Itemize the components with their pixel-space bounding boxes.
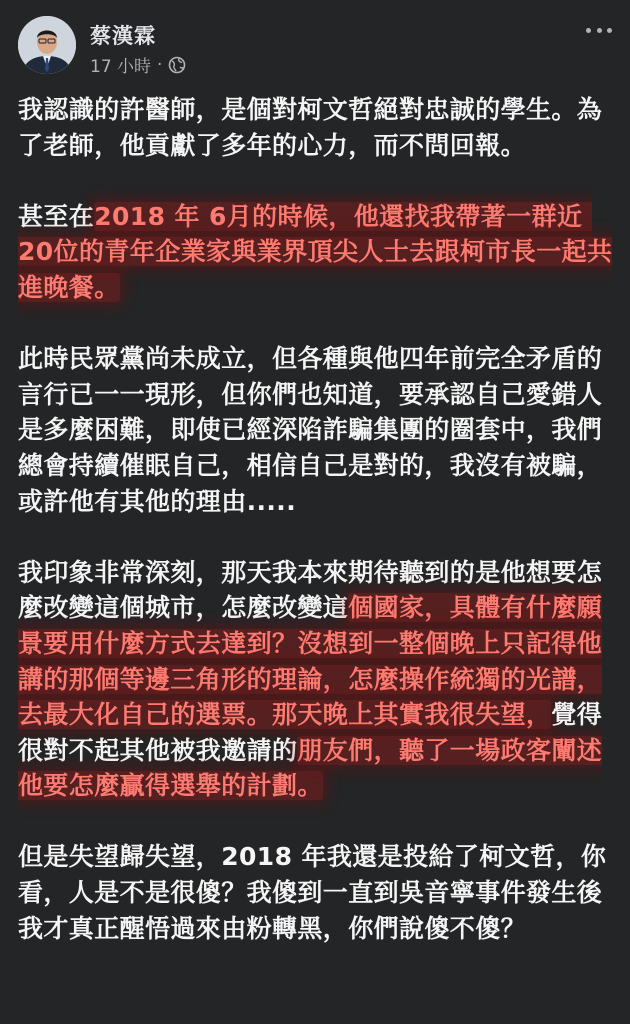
post-paragraph-1: 我認識的許醫師，是個對柯文哲絕對忠誠的學生。為了老師，他貢獻了多年的心力，而不問回報。 — [18, 95, 603, 160]
highlighted-text: 2018 年 6月的時候，他還找我帶著一群近 20位的青年企業家與業界頂尖人士去跟柯市長一起共進晚餐。 — [18, 201, 613, 302]
paragraph-4-plain: 覺得很對不起其他被我邀請的 — [18, 700, 603, 765]
post-paragraph-3: 此時民眾黨尚未成立，但各種與他四年前完全矛盾的言行已一一現形，但你們也知道，要承認自己愛錯人是多麼困難，即使已經深陷詐騙集團的圈套中，我們總會持續催眠自己，相信自己是對的，我沒有被騙，或許他有其他的理由..... — [18, 344, 603, 516]
highlighted-text: 朋友們，聽了一場政客闡述他要怎麼贏得選舉的計劃。 — [18, 735, 603, 801]
meta-separator: · — [157, 54, 163, 75]
author-name[interactable]: 蔡漢霖 — [90, 24, 156, 48]
post-paragraph-2 — [18, 199, 618, 306]
post-paragraph-4 — [18, 555, 618, 804]
post-header — [18, 14, 618, 80]
paragraph-2-text: 甚至在 — [18, 201, 95, 231]
post-time[interactable]: 17 小時 — [90, 57, 152, 77]
highlighted-text: 個國家，具體有什麼願景要用什麼方式去達到？沒想到一整個晚上只記得他講的那個等邊三角形的理論，怎麼操作統獨的光譜，去最大化自己的選票。那天晚上其實我很失望， — [18, 593, 603, 730]
paragraph-4-text: 我印象非常深刻，那天我本來期待聽到的是他想要怎麼改變這個城市，怎麼改變這 — [18, 557, 603, 623]
post-paragraph-5: 但是失望歸失望，2018 年我還是投給了柯文哲，你看，人是不是很傻？我傻到一直到吳音寧事件發生後我才真正醒悟過來由粉轉黑，你們說傻不傻？ — [18, 842, 607, 943]
avatar[interactable] — [18, 16, 76, 74]
globe-icon[interactable] — [168, 56, 186, 74]
more-icon[interactable] — [586, 24, 612, 36]
post-meta — [90, 52, 186, 77]
post-body — [18, 92, 618, 982]
